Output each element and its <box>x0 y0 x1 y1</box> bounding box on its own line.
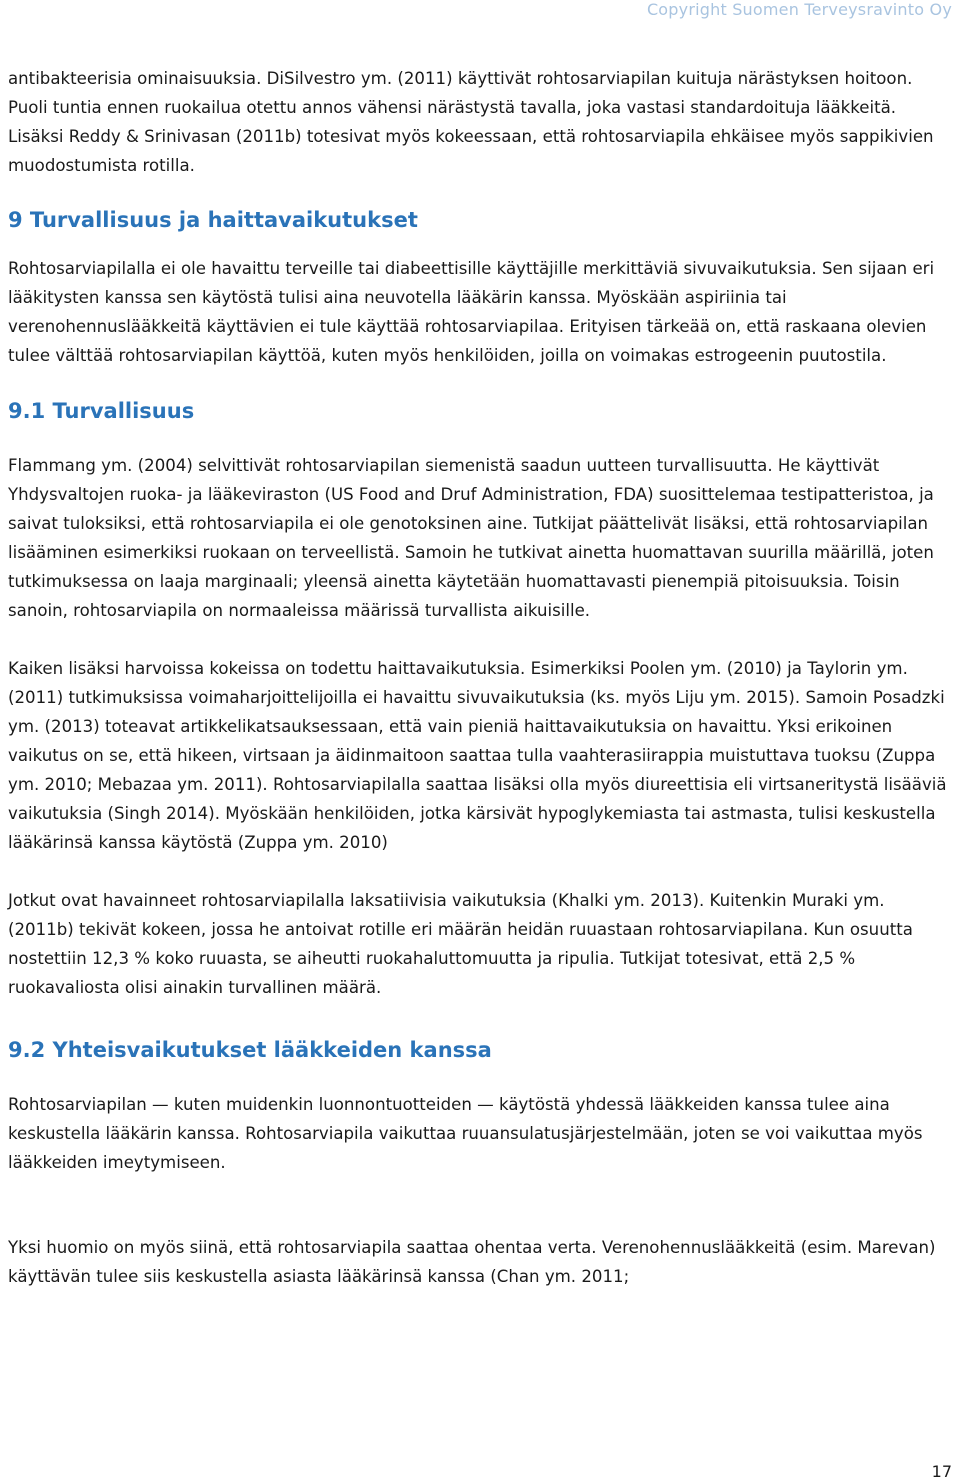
document-body <box>8 64 948 1291</box>
copyright-header: Copyright Suomen Terveysravinto Oy <box>646 0 952 19</box>
page-number: 17 <box>931 1462 952 1481</box>
section-9-1-paragraph-1: Flammang ym. (2004) selvittivät rohtosarviapilan siemenistä saadun uutteen turvallisuutta. He käyttivät Yhdysvaltojen ruoka- ja lääkeviraston (US Food and Druf Administration, FDA) suosittelemaa testipatteristoa, ja saivat tuloksiksi, että rohtosarviapila ei ole genotoksinen aine. Tutkijat päättelivät lisäksi, että rohtosarviapilan lisääminen esimerkiksi ruokaan on terveellistä. Samoin he tutkivat ainetta huomattavan suurilla määrillä, joten tutkimuksessa on laaja marginaali; yleensä ainetta käytetään huomattavasti pienempiä pitoisuuksia. Toisin sanoin, rohtosarviapila on normaaleissa määrissä turvallista aikuisille. <box>8 456 934 620</box>
section-9-2-paragraph-2: Yksi huomio on myös siinä, että rohtosarviapila saattaa ohentaa verta. Verenohennuslääkkeitä (esim. Marevan) käyttävän tulee siis keskustella asiasta lääkärinsä kanssa (Chan ym. 2011; <box>8 1238 936 1286</box>
section-9-1-paragraph-3: Jotkut ovat havainneet rohtosarviapilalla laksatiivisia vaikutuksia (Khalki ym. 2013). Kuitenkin Muraki ym. (2011b) tekivät kokeen, jossa he antoivat rotille eri määrän heidän ruuastaan rohtosarviapilana. Kun osuutta nostettiin 12,3 % koko ruuasta, se aiheutti ruokahaluttomuutta ja ripulia. Tutkijat totesivat, että 2,5 % ruokavaliosta olisi ainakin turvallinen määrä. <box>8 891 913 997</box>
section-9-heading: 9 Turvallisuus ja haittavaikutukset <box>8 208 418 232</box>
section-9-1-heading: 9.1 Turvallisuus <box>8 399 195 423</box>
section-9-2-paragraph-1: Rohtosarviapilan — kuten muidenkin luonnontuotteiden — käytöstä yhdessä lääkkeiden kanssa tulee aina keskustella lääkärin kanssa. Rohtosarviapila vaikuttaa ruuansulatusjärjestelmään, joten se voi vaikuttaa myös lääkkeiden imeytymiseen. <box>8 1095 923 1172</box>
section-9-paragraph: Rohtosarviapilalla ei ole havaittu terveille tai diabeettisille käyttäjille merkittäviä sivuvaikutuksia. Sen sijaan eri lääkitysten kanssa sen käytöstä tulisi aina neuvotella lääkärin kanssa. Myöskään aspiriinia tai verenohennuslääkkeitä käyttävien ei tule käyttää rohtosarviapilaa. Erityisen tärkeää on, että raskaana olevien tulee välttää rohtosarviapilan käyttöä, kuten myös henkilöiden, joilla on voimakas estrogeenin puutostila. <box>8 259 935 365</box>
section-9-2-heading: 9.2 Yhteisvaikutukset lääkkeiden kanssa <box>8 1038 492 1062</box>
section-9-1-paragraph-2: Kaiken lisäksi harvoissa kokeissa on todettu haittavaikutuksia. Esimerkiksi Poolen ym. (2010) ja Taylorin ym. (2011) tutkimuksissa voimaharjoittelijoilla ei havaittu sivuvaikutuksia (ks. myös Liju ym. 2015). Samoin Posadzki ym. (2013) toteavat artikkelikatsauksessaan, että vain pieniä haittavaikutuksia on havaittu. Yksi erikoinen vaikutus on se, että hikeen, virtsaan ja äidinmaitoon saattaa tulla vaahterasiirappia muistuttava tuoksu (Zuppa ym. 2010; Mebazaa ym. 2011). Rohtosarviapilalla saattaa lisäksi olla myös diureettisia eli virtsaneritystä lisääviä vaikutuksia (Singh 2014). Myöskään henkilöiden, jotka kärsivät hypoglykemiasta tai astmasta, tulisi keskustella lääkärinsä kanssa käytöstä (Zuppa ym. 2010) <box>8 659 947 852</box>
intro-paragraph: antibakteerisia ominaisuuksia. DiSilvestro ym. (2011) käyttivät rohtosarviapilan kuituja närästyksen hoitoon. Puoli tuntia ennen ruokailua otettu annos vähensi närästystä tavalla, joka vastasi standardoituja lääkkeitä. Lisäksi Reddy & Srinivasan (2011b) totesivat myös kokeessaan, että rohtosarviapila ehkäisee myös sappikivien muodostumista rotilla. <box>8 69 934 175</box>
